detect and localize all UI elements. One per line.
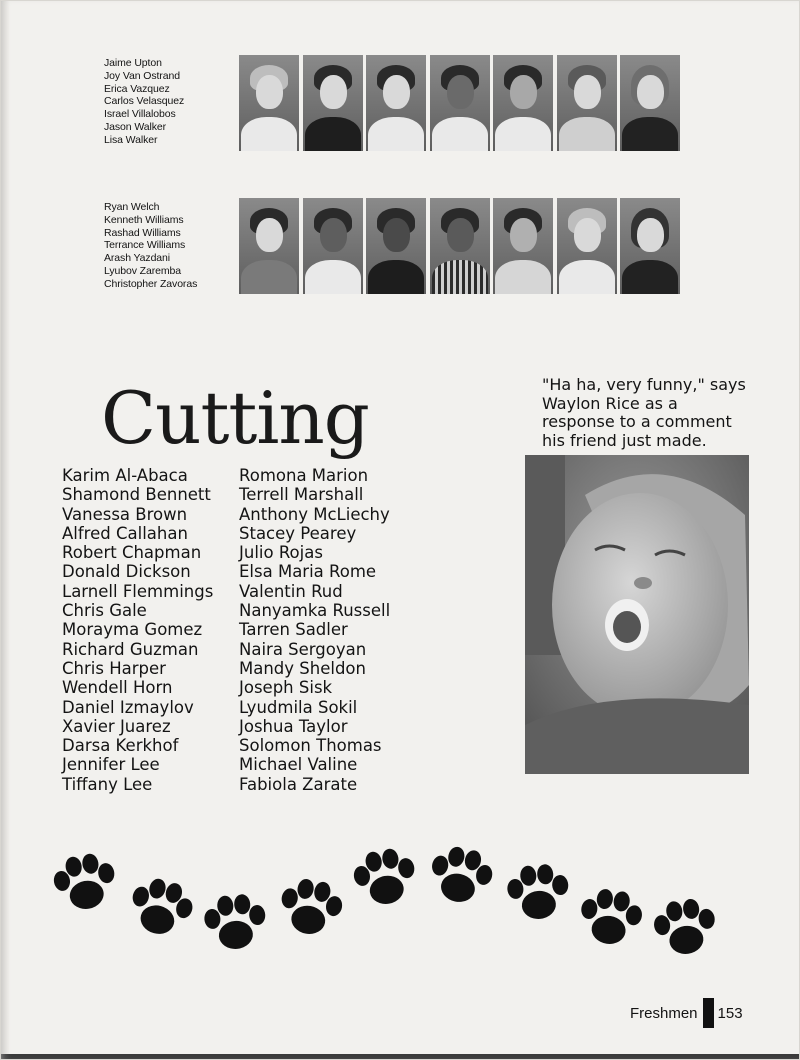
student-name: Jaime Upton bbox=[104, 57, 162, 69]
paw-print-icon bbox=[505, 862, 570, 921]
roster-name: Nanyamka Russell bbox=[239, 601, 391, 621]
roster-name: Karim Al-Abaca bbox=[62, 466, 188, 485]
roster-name: Larnell Flemmings bbox=[62, 581, 214, 601]
page-footer bbox=[630, 998, 743, 1028]
roster-name: Lyudmila Sokil bbox=[239, 697, 358, 717]
roster-name: Julio Rojas bbox=[239, 543, 323, 563]
student-name: Joy Van Ostrand bbox=[104, 69, 180, 82]
roster-column-one bbox=[62, 466, 213, 794]
roster-name: Chris Gale bbox=[62, 601, 147, 621]
roster-name: Richard Guzman bbox=[62, 639, 199, 659]
student-name: Jason Walker bbox=[104, 120, 167, 133]
roster-name: Naira Sergoyan bbox=[239, 639, 367, 659]
student-portrait bbox=[620, 198, 680, 294]
page-bottom-edge bbox=[0, 1054, 800, 1060]
paw-print-trail bbox=[0, 830, 800, 980]
roster-name: Joseph Sisk bbox=[239, 678, 333, 698]
paw-print-icon bbox=[350, 845, 419, 909]
student-portrait bbox=[239, 198, 299, 294]
roster-name: Shamond Bennett bbox=[62, 485, 211, 505]
feature-photo bbox=[525, 455, 749, 774]
roster-name: Mandy Sheldon bbox=[239, 658, 366, 678]
roster-name: Tiffany Lee bbox=[62, 774, 153, 794]
photo-caption: "Ha ha, very funny," says Waylon Rice as a response to a comment his friend just made. bbox=[542, 375, 746, 450]
feature-photo-art bbox=[525, 455, 749, 774]
roster-name: Elsa Maria Rome bbox=[239, 562, 377, 582]
student-portrait bbox=[430, 55, 490, 151]
student-name: Ryan Welch bbox=[104, 201, 160, 213]
student-name: Rashad Williams bbox=[104, 226, 181, 239]
student-portrait bbox=[303, 55, 363, 151]
roster-name: Alfred Callahan bbox=[62, 523, 188, 543]
student-portrait bbox=[493, 198, 553, 294]
student-name: Christopher Zavoras bbox=[104, 277, 198, 290]
roster-name: Xavier Juarez bbox=[62, 716, 171, 736]
student-portrait bbox=[366, 198, 426, 294]
roster-name: Vanessa Brown bbox=[62, 504, 188, 524]
student-name: Carlos Velasquez bbox=[104, 95, 185, 108]
student-name: Lisa Walker bbox=[104, 133, 158, 146]
student-portrait bbox=[239, 55, 299, 151]
roster-name: Fabiola Zarate bbox=[239, 774, 358, 794]
roster-name: Robert Chapman bbox=[62, 543, 202, 563]
paw-print-icon bbox=[50, 850, 119, 914]
roster-name: Romona Marion bbox=[239, 466, 369, 485]
portrait-names-group-one bbox=[104, 57, 184, 147]
paw-print-icon bbox=[125, 873, 198, 941]
roster-name: Donald Dickson bbox=[62, 562, 191, 582]
student-name: Terrance Williams bbox=[104, 239, 186, 252]
paw-print-icon bbox=[202, 892, 267, 951]
student-portrait bbox=[493, 55, 553, 151]
paw-print-icon bbox=[276, 875, 345, 939]
footer-divider-bar bbox=[703, 998, 714, 1028]
roster-name: Michael Valine bbox=[239, 755, 358, 775]
student-portrait bbox=[366, 55, 426, 151]
roster-name: Wendell Horn bbox=[62, 678, 173, 698]
section-label: Freshmen bbox=[630, 1004, 698, 1022]
roster-name: Daniel Izmaylov bbox=[62, 697, 194, 717]
student-name: Erica Vazquez bbox=[104, 82, 170, 95]
portrait-names-group-two bbox=[104, 201, 197, 291]
section-title: Cutting bbox=[101, 376, 369, 460]
roster-name: Jennifer Lee bbox=[62, 755, 160, 775]
roster-column-two bbox=[239, 466, 390, 794]
portrait-row-group-two bbox=[239, 198, 680, 294]
student-name: Kenneth Williams bbox=[104, 213, 184, 226]
student-portrait bbox=[557, 198, 617, 294]
roster-name: Valentin Rud bbox=[239, 581, 343, 601]
roster-name: Stacey Pearey bbox=[239, 523, 357, 543]
student-portrait bbox=[303, 198, 363, 294]
page-number: 153 bbox=[717, 1004, 743, 1022]
student-name: Arash Yazdani bbox=[104, 252, 171, 265]
roster-name: Joshua Taylor bbox=[239, 716, 348, 736]
roster-name: Chris Harper bbox=[62, 658, 166, 678]
paw-print-icon bbox=[426, 842, 497, 908]
student-portrait bbox=[430, 198, 490, 294]
student-portrait bbox=[557, 55, 617, 151]
roster-name: Tarren Sadler bbox=[239, 620, 348, 640]
roster-name: Terrell Marshall bbox=[239, 485, 364, 505]
paw-print-icon bbox=[577, 886, 645, 948]
roster-name: Anthony McLiechy bbox=[239, 504, 390, 524]
roster-name: Morayma Gomez bbox=[62, 620, 203, 640]
student-portrait bbox=[620, 55, 680, 151]
paw-print-icon bbox=[651, 896, 719, 958]
student-name: Lyubov Zaremba bbox=[104, 264, 182, 277]
roster-name: Solomon Thomas bbox=[239, 736, 382, 756]
portrait-row-group-one bbox=[239, 55, 680, 151]
student-name: Israel Villalobos bbox=[104, 108, 176, 121]
roster-name: Darsa Kerkhof bbox=[62, 736, 179, 756]
